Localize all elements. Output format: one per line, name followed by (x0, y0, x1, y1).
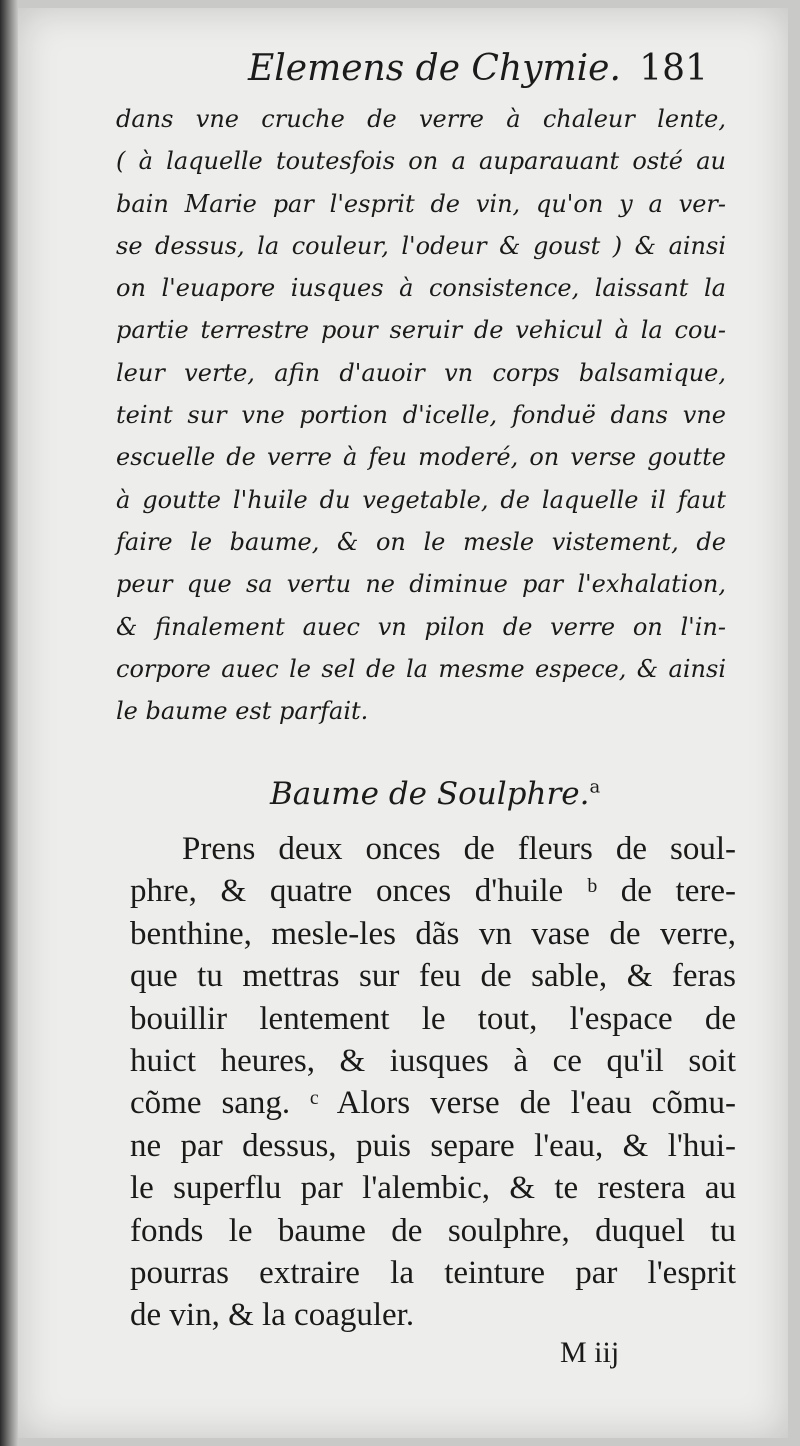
text-line: dans vne cruche de verre à chaleur lente, (116, 105, 726, 133)
text-line: ( à laquelle toutesfois on a auparauant osté au (116, 147, 726, 176)
text-line: corpore auec le sel de la mesme espece, & ainsi (116, 654, 726, 683)
page-number: 181 (639, 48, 708, 89)
text-line: fonds le baume de soulphre, duquel tu (130, 1212, 736, 1249)
signature-mark: M iij (560, 1336, 620, 1369)
section-title: Baume de Soulphre. (270, 776, 590, 812)
text-line: faire le baume, & on le mesle vistement, de (116, 527, 726, 556)
text-line: de vin, & la coaguler. (130, 1297, 415, 1334)
text-line: bain Marie par l'esprit de vin, qu'on y a ver- (116, 189, 726, 218)
text-line: bouillir lentement le tout, l'espace de (130, 1000, 736, 1037)
text-line: pourras extraire la teinture par l'esprit (130, 1254, 736, 1291)
roman-paragraph (130, 828, 736, 1337)
text-line: Prens deux onces de fleurs de soul- (182, 831, 736, 867)
text-line: partie terrestre pour seruir de vehicul à la cou- (116, 316, 726, 345)
text-line: le baume est parfait. (116, 697, 369, 726)
text-line: cõme sang. ᶜ Alors verse de l'eau cõmu- (130, 1085, 736, 1122)
text-line: ne par dessus, puis separe l'eau, & l'hui- (130, 1127, 736, 1164)
text-line: benthine, mesle-les dãs vn vase de verre, (130, 915, 736, 952)
text-line: teint sur vne portion d'icelle, fonduë dans vne (116, 401, 726, 430)
text-line: phre, & quatre onces d'huile ᵇ de tere- (130, 873, 736, 910)
running-title: Elemens de Chymie. (248, 48, 621, 89)
text-line: peur que sa vertu ne diminue par l'exhalation, (116, 570, 726, 599)
text-line: huict heures, & iusques à ce qu'il soit (130, 1042, 736, 1079)
section-heading (270, 776, 600, 812)
text-line: le superflu par l'alembic, & te restera au (130, 1170, 736, 1207)
text-line: escuelle de verre à feu moderé, on verse goutte (116, 443, 726, 472)
italic-paragraph (116, 98, 726, 732)
binding-gutter (0, 0, 18, 1446)
text-line: & finalement auec vn pilon de verre on l'in- (116, 612, 726, 641)
text-line: que tu mettras sur feu de sable, & feras (130, 958, 736, 995)
text-line: leur verte, afin d'auoir vn corps balsamique, (116, 358, 726, 387)
text-line: on l'euapore iusques à consistence, laissant la (116, 274, 726, 303)
footnote-marker: a (589, 776, 601, 798)
text-line: se dessus, la couleur, l'odeur & goust ) & ainsi (116, 231, 726, 260)
text-line: à goutte l'huile du vegetable, de laquelle il faut (116, 485, 726, 514)
